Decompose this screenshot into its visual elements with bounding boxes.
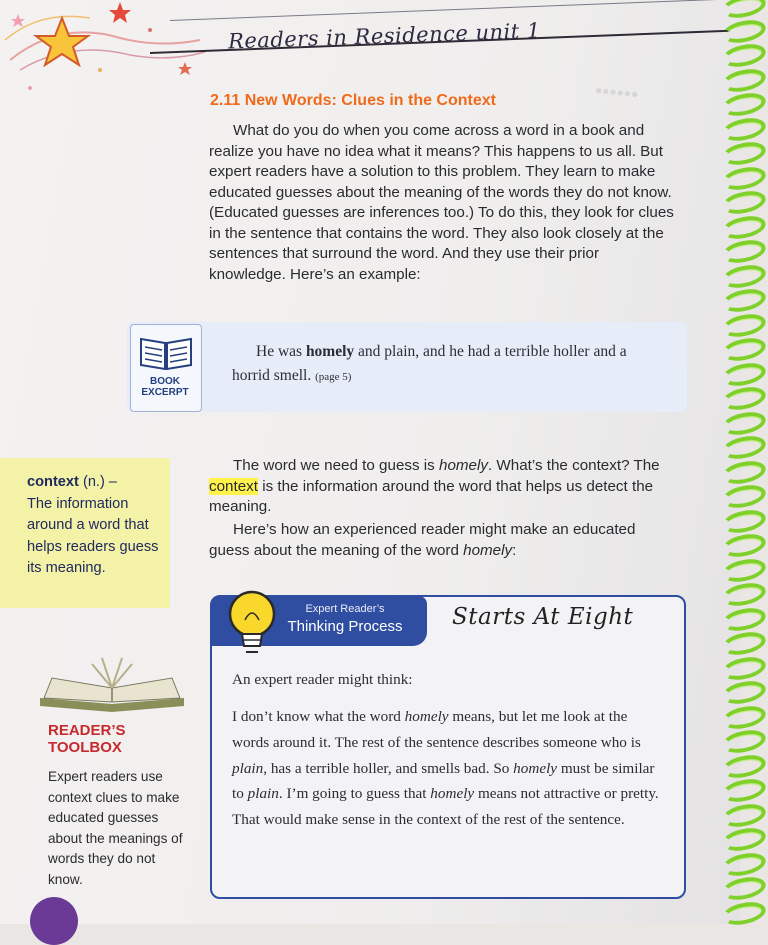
- spiral-coil: [720, 41, 767, 71]
- context-paragraph: [209, 456, 679, 518]
- p2-text-c: is the information around the word that helps us detect the meaning.: [209, 477, 654, 515]
- spiral-coil: [720, 433, 767, 463]
- intro-text: What do you do when you come across a word in a book and realize you have no idea what it means? This happens to us all. But expert readers have a solution to this problem. They learn to make educated guesses about the meaning of the words they do not know. (Educated guesses are inferences too.) To do this, they look for clues in the sentence that contains the word. They also look closely at the sentences that surround the word. And they use their prior knowledge. Here’s an example:: [209, 122, 674, 283]
- think-w3: homely: [513, 759, 558, 777]
- spiral-coil: [720, 65, 767, 95]
- think-w2: plain: [232, 759, 264, 777]
- spiral-coil: [720, 384, 767, 414]
- p3-italic-word: homely: [463, 541, 513, 559]
- excerpt-citation: (page 5): [315, 371, 352, 383]
- p3-text-b: :: [512, 541, 517, 559]
- book-stack-icon: [32, 648, 192, 718]
- spiral-coil: [720, 874, 767, 904]
- spiral-coil: [720, 457, 767, 487]
- book-excerpt-label-line1: BOOK: [150, 376, 180, 387]
- header-title: Readers in Residence unit 1: [227, 18, 542, 54]
- spiral-coil: [720, 310, 767, 340]
- watermark-text: Starts At Eight: [452, 604, 634, 630]
- spiral-coil: [720, 188, 767, 218]
- spiral-coil: [720, 237, 767, 267]
- toolbox-title-line1: READER’S: [48, 722, 126, 739]
- thinking-tab-small: Expert Reader’s: [305, 603, 385, 615]
- spiral-coil: [720, 653, 767, 683]
- think-w1: homely: [404, 708, 449, 725]
- toolbox-title: [48, 722, 126, 756]
- spiral-coil: [720, 555, 767, 585]
- p3-text-a: Here’s how an experienced reader might make an educated guess about the meaning of the word: [209, 521, 636, 559]
- highlighted-term: context: [209, 477, 258, 495]
- think-b: means, but let me look at the words around it. The rest of the sentence describes someone who is: [232, 708, 641, 751]
- think-d: must be similar to: [232, 759, 655, 803]
- spiral-coil: [720, 629, 767, 659]
- thinking-text: [232, 704, 662, 833]
- spiral-coil: [720, 482, 767, 512]
- think-w4: plain: [247, 785, 279, 803]
- spiral-coil: [720, 898, 767, 928]
- definition-body: The information around a word that helps readers guess its meaning.: [27, 495, 159, 576]
- definition-term: context: [27, 474, 79, 490]
- think-c: , has a terrible holler, and smells bad. So: [263, 759, 514, 777]
- book-excerpt-text: [232, 340, 662, 389]
- spiral-coil: [720, 800, 767, 830]
- page-corner-dot: [30, 897, 78, 945]
- open-book-icon: [131, 325, 201, 375]
- section-title: 2.11 New Words: Clues in the Context: [210, 92, 496, 109]
- spiral-binding: [724, 0, 768, 924]
- think-f: means not attractive or pretty. That would make sense in the context of the rest of the sentence.: [232, 785, 659, 829]
- p2-text-b: . What’s the context? The: [487, 457, 660, 474]
- thinking-tab-big: Thinking Process: [287, 618, 403, 635]
- book-excerpt-label-line2: EXCERPT: [141, 387, 189, 398]
- spiral-coil: [720, 849, 767, 879]
- lightbulb-icon: [226, 588, 278, 660]
- p2-text-a: The word we need to guess is: [233, 457, 439, 474]
- book-excerpt-badge: [130, 324, 202, 412]
- spiral-coil: [720, 163, 767, 193]
- book-excerpt-label: [130, 376, 200, 398]
- excerpt-text-before: He was: [256, 343, 306, 360]
- spiral-coil: [720, 604, 767, 634]
- spiral-coil: [720, 286, 767, 316]
- spiral-coil: [720, 16, 767, 46]
- guess-paragraph: [209, 520, 679, 561]
- show-through-text: ●●●●●●: [594, 82, 640, 102]
- definition-text: [27, 472, 167, 580]
- spiral-coil: [720, 678, 767, 708]
- excerpt-bold-word: homely: [305, 343, 355, 360]
- spiral-coil: [720, 139, 767, 169]
- thinking-lead: An expert reader might think:: [232, 671, 413, 688]
- spiral-coil: [720, 335, 767, 365]
- spiral-coil: [720, 261, 767, 291]
- spiral-coil: [720, 776, 767, 806]
- spiral-coil: [720, 702, 767, 732]
- spiral-coil: [720, 114, 767, 144]
- toolbox-text: Expert readers use context clues to make educated guesses about the meanings of words they do not know.: [48, 769, 183, 887]
- definition-pos: (n.) –: [78, 474, 118, 490]
- spiral-coil: [720, 825, 767, 855]
- spiral-coil: [720, 212, 767, 242]
- spiral-coil: [720, 408, 767, 438]
- intro-paragraph: [209, 121, 679, 285]
- spiral-coil: [720, 531, 767, 561]
- spiral-coil: [720, 506, 767, 536]
- excerpt-text-after: and plain, and he had a terrible holler and a horrid smell.: [232, 343, 627, 384]
- spiral-coil: [720, 727, 767, 757]
- p2-italic-word: homely: [439, 457, 488, 474]
- spiral-coil: [720, 751, 767, 781]
- spiral-coil: [720, 90, 767, 120]
- star-ornament-icon: [0, 0, 210, 95]
- think-e: . I’m going to guess that: [278, 785, 431, 803]
- toolbox-title-line2: TOOLBOX: [48, 739, 122, 756]
- think-a: I don’t know what the word: [232, 708, 405, 725]
- think-w5: homely: [430, 785, 475, 803]
- spiral-coil: [720, 359, 767, 389]
- spiral-coil: [720, 0, 767, 21]
- spiral-coil: [720, 580, 767, 610]
